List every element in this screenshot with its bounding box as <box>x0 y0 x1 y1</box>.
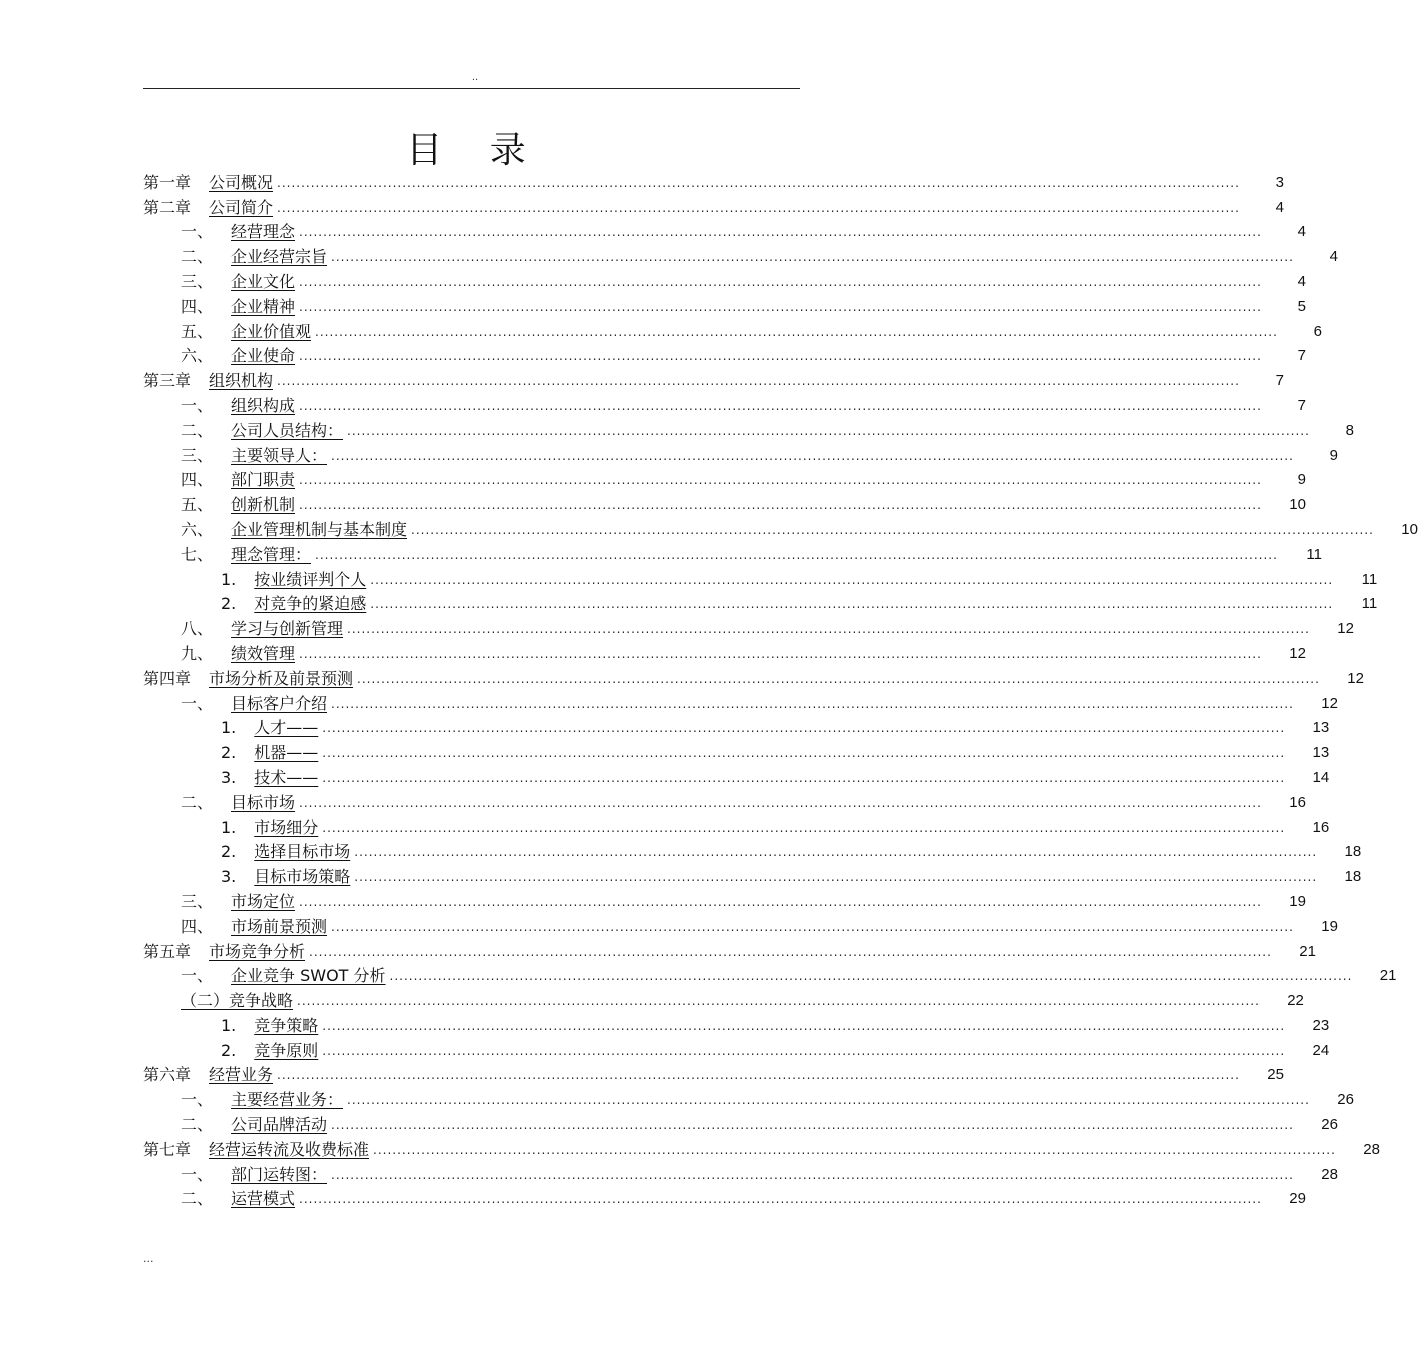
toc-page-number: 29 <box>1289 1190 1306 1208</box>
toc-leader-dots: ........................................................................................................................................................................................................ <box>299 498 1262 513</box>
toc-page-number: 24 <box>1312 1041 1330 1059</box>
toc-entry-text: 学习与创新管理 <box>231 619 344 639</box>
toc-entry-label[interactable] <box>221 818 322 838</box>
toc-entry-number: 一、 <box>181 395 214 415</box>
toc-entry-text: 主要领导人： <box>231 445 328 465</box>
toc-page-number: 4 <box>1275 198 1284 216</box>
toc-entry-label[interactable] <box>181 1115 331 1135</box>
toc-entry-text: 运营模式 <box>231 1189 296 1209</box>
toc-leader-dots: ........................................................................................................................................................................................................ <box>331 448 1294 463</box>
toc-entry-number: 2. <box>221 1040 237 1060</box>
toc-entry-label[interactable] <box>181 619 347 639</box>
toc-entry-number: 二、 <box>181 1115 214 1135</box>
toc-leader-dots: ........................................................................................................................................................................................................ <box>331 696 1294 711</box>
toc-entry[interactable] <box>143 515 1418 540</box>
toc-entry-number: 第五章 <box>143 941 192 961</box>
toc-entry-text: 公司人员结构： <box>231 420 344 440</box>
toc-entry-number: 二、 <box>181 792 214 812</box>
toc-entry-label[interactable] <box>181 917 331 937</box>
toc-entry[interactable] <box>143 416 1354 441</box>
toc-entry-text: 绩效管理 <box>231 643 296 663</box>
toc-page-number: 3 <box>1275 173 1284 191</box>
toc-entry[interactable] <box>143 466 1306 491</box>
toc-entry-text: 公司简介 <box>209 197 274 217</box>
toc-entry-number: 三、 <box>181 445 214 465</box>
toc-entry[interactable] <box>143 1061 1284 1086</box>
toc-entry-number: 四、 <box>181 470 214 490</box>
toc-entry-number: 三、 <box>181 891 214 911</box>
toc-leader-dots: ........................................................................................................................................................................................................ <box>277 1068 1240 1083</box>
toc-entry-text: 目标市场 <box>231 792 296 812</box>
toc-leader-dots: ........................................................................................................................................................................................................ <box>411 522 1374 537</box>
toc-page-number: 16 <box>1312 818 1330 836</box>
toc-entry-label[interactable] <box>221 768 322 788</box>
toc-entry-number: 三、 <box>181 271 214 291</box>
toc-entry-label[interactable] <box>181 470 299 490</box>
toc-entry[interactable] <box>143 267 1306 292</box>
toc-entry-text: 人才—— <box>254 718 319 738</box>
toc-entry[interactable] <box>143 887 1306 912</box>
toc-entry[interactable] <box>143 540 1322 565</box>
toc-entry[interactable] <box>143 1011 1330 1036</box>
toc-page-number: 7 <box>1297 396 1306 414</box>
toc-entry-text: 市场定位 <box>231 891 296 911</box>
toc-entry[interactable] <box>143 242 1338 267</box>
toc-entry-text: 机器—— <box>254 743 319 763</box>
toc-page-number: 4 <box>1297 272 1306 290</box>
toc-leader-dots: ........................................................................................................................................................................................................ <box>315 324 1278 339</box>
toc-entry-text: 企业文化 <box>231 271 296 291</box>
toc-entry-label[interactable] <box>181 520 411 540</box>
toc-entry-text: 企业使命 <box>231 346 296 366</box>
toc-entry-number: 二、 <box>181 420 214 440</box>
toc-page-number: 13 <box>1312 744 1330 762</box>
toc-leader-dots: ........................................................................................................................................................................................................ <box>322 746 1286 761</box>
toc-page-number: 4 <box>1297 223 1306 241</box>
toc-entry[interactable] <box>143 986 1304 1011</box>
toc-page-number: 26 <box>1321 1116 1338 1134</box>
toc-entry[interactable] <box>143 738 1330 763</box>
toc-entry-number: 1. <box>221 1015 237 1035</box>
toc-page-number: 11 <box>1361 570 1378 588</box>
toc-entry[interactable] <box>143 366 1284 391</box>
toc-entry-text: （二）竞争战略 <box>181 991 294 1011</box>
toc-page-number: 21 <box>1379 967 1397 985</box>
toc-page-number: 19 <box>1289 892 1306 910</box>
toc-entry-number: 第七章 <box>143 1139 192 1159</box>
toc-leader-dots: ........................................................................................................................................................................................................ <box>331 919 1294 934</box>
toc-entry-text: 组织机构 <box>209 371 274 391</box>
footer-dots: ... <box>143 1252 154 1265</box>
toc-page-number: 13 <box>1312 719 1330 737</box>
toc-leader-dots: ........................................................................................................................................................................................................ <box>277 374 1240 389</box>
toc-entry-number: 2. <box>221 594 237 614</box>
toc-entry[interactable] <box>143 937 1316 962</box>
toc-entry-text: 选择目标市场 <box>254 842 351 862</box>
toc-entry[interactable] <box>143 1110 1338 1135</box>
toc-entry-number: 一、 <box>181 1164 214 1184</box>
toc-entry-text: 按业绩评判个人 <box>254 569 367 589</box>
toc-entry-label[interactable] <box>221 1041 322 1061</box>
toc-entry-number: 第三章 <box>143 371 192 391</box>
toc-page-number: 6 <box>1313 322 1322 340</box>
toc-entry-number: 六、 <box>181 346 214 366</box>
toc-entry-label[interactable] <box>181 396 299 416</box>
toc-page-number: 23 <box>1312 1016 1330 1034</box>
toc-entry-text: 公司概况 <box>209 172 274 192</box>
toc-leader-dots: ........................................................................................................................................................................................................ <box>373 1142 1336 1157</box>
toc-leader-dots: ........................................................................................................................................................................................................ <box>309 944 1272 959</box>
toc-entry-number: 一、 <box>181 1090 214 1110</box>
toc-entry-label[interactable] <box>181 644 299 664</box>
toc-leader-dots: ........................................................................................................................................................................................................ <box>299 1192 1262 1207</box>
toc-page-number: 18 <box>1344 868 1362 886</box>
toc-page-number: 7 <box>1297 347 1306 365</box>
toc-entry-text: 经营业务 <box>209 1065 274 1085</box>
toc-entry-number: 1. <box>221 569 237 589</box>
toc-entry-label[interactable] <box>221 718 322 738</box>
toc-entry-text: 经营理念 <box>231 222 296 242</box>
toc-leader-dots: ........................................................................................................................................................................................................ <box>322 770 1286 785</box>
table-of-contents <box>143 168 1418 1209</box>
toc-entry[interactable] <box>143 1036 1330 1061</box>
toc-leader-dots: ........................................................................................................................................................................................................ <box>299 225 1262 240</box>
toc-entry-text: 企业价值观 <box>231 321 312 341</box>
toc-entry-number: 六、 <box>181 519 214 539</box>
toc-page-number: 14 <box>1312 768 1330 786</box>
toc-entry-label[interactable] <box>143 942 309 962</box>
toc-entry-number: 二、 <box>181 247 214 267</box>
toc-leader-dots: ........................................................................................................................................................................................................ <box>299 274 1262 289</box>
toc-entry-label[interactable] <box>181 346 299 366</box>
toc-entry-label[interactable] <box>181 1090 347 1110</box>
toc-page-number: 18 <box>1344 843 1362 861</box>
toc-entry-label[interactable] <box>143 198 277 218</box>
toc-entry-text: 企业精神 <box>231 296 296 316</box>
toc-page-number: 9 <box>1329 446 1338 464</box>
header-rule <box>143 88 800 89</box>
toc-page-number: 12 <box>1321 694 1338 712</box>
toc-entry-text: 公司品牌活动 <box>231 1115 328 1135</box>
toc-leader-dots: ........................................................................................................................................................................................................ <box>299 398 1262 413</box>
toc-entry-label[interactable] <box>221 1016 322 1036</box>
toc-page-number: 22 <box>1287 992 1304 1010</box>
toc-entry[interactable] <box>143 962 1397 987</box>
toc-page-number: 16 <box>1289 793 1306 811</box>
toc-entry[interactable] <box>143 490 1306 515</box>
toc-leader-dots: ........................................................................................................................................................................................................ <box>299 473 1262 488</box>
toc-entry-text: 部门运转图： <box>231 1164 328 1184</box>
toc-entry-label[interactable] <box>181 247 331 267</box>
toc-page-number: 11 <box>1306 545 1322 563</box>
toc-leader-dots: ........................................................................................................................................................................................................ <box>331 1167 1294 1182</box>
toc-page-number: 10 <box>1401 520 1418 538</box>
toc-leader-dots: ........................................................................................................................................................................................................ <box>299 795 1262 810</box>
toc-entry-label[interactable] <box>181 1189 299 1209</box>
toc-page-number: 26 <box>1337 1091 1354 1109</box>
toc-entry-number: 一、 <box>181 693 214 713</box>
toc-leader-dots: ........................................................................................................................................................................................................ <box>322 820 1286 835</box>
toc-entry-label[interactable] <box>143 1140 373 1160</box>
toc-leader-dots: ........................................................................................................................................................................................................ <box>322 1018 1286 1033</box>
toc-entry-text: 主要经营业务： <box>231 1090 344 1110</box>
toc-entry-number: 2. <box>221 743 237 763</box>
toc-entry-text: 创新机制 <box>231 495 296 515</box>
toc-leader-dots: ........................................................................................................................................................................................................ <box>322 1043 1286 1058</box>
toc-entry-text: 部门职责 <box>231 470 296 490</box>
toc-entry[interactable] <box>143 391 1306 416</box>
toc-entry-number: 1. <box>221 718 237 738</box>
toc-entry-number: 第一章 <box>143 172 192 192</box>
toc-page-number: 9 <box>1297 471 1306 489</box>
toc-entry[interactable] <box>143 714 1330 739</box>
toc-entry[interactable] <box>143 614 1354 639</box>
toc-entry-label[interactable] <box>181 991 297 1011</box>
toc-entry[interactable] <box>143 912 1338 937</box>
toc-entry[interactable] <box>143 862 1362 887</box>
toc-entry-label[interactable] <box>181 495 299 515</box>
toc-entry-text: 经营运转流及收费标准 <box>209 1139 370 1159</box>
toc-entry-text: 对竞争的紧迫感 <box>254 594 367 614</box>
toc-entry-label[interactable] <box>181 446 331 466</box>
toc-leader-dots: ........................................................................................................................................................................................................ <box>347 423 1310 438</box>
toc-entry-label[interactable] <box>181 297 299 317</box>
toc-entry-text: 企业经营宗旨 <box>231 247 328 267</box>
toc-leader-dots: ........................................................................................................................................................................................................ <box>299 299 1262 314</box>
toc-entry-text: 竞争原则 <box>254 1040 319 1060</box>
toc-leader-dots: ........................................................................................................................................................................................................ <box>277 175 1240 190</box>
toc-page-number: 25 <box>1267 1066 1284 1084</box>
toc-leader-dots: ........................................................................................................................................................................................................ <box>299 349 1262 364</box>
toc-entry[interactable] <box>143 193 1284 218</box>
toc-entry-label[interactable] <box>181 322 315 342</box>
toc-page-number: 5 <box>1297 297 1306 315</box>
toc-entry[interactable] <box>143 689 1338 714</box>
toc-leader-dots: ........................................................................................................................................................................................................ <box>322 721 1286 736</box>
toc-entry[interactable] <box>143 813 1330 838</box>
toc-entry-number: 第六章 <box>143 1065 192 1085</box>
toc-entry-number: 八、 <box>181 619 214 639</box>
toc-entry-text: 理念管理： <box>231 544 312 564</box>
toc-leader-dots: ........................................................................................................................................................................................................ <box>331 1118 1294 1133</box>
toc-page-number: 19 <box>1321 917 1338 935</box>
toc-entry[interactable] <box>143 664 1364 689</box>
toc-page-number: 7 <box>1275 372 1284 390</box>
toc-entry-label[interactable] <box>181 966 390 986</box>
toc-entry-number: 一、 <box>181 966 214 986</box>
toc-leader-dots: ........................................................................................................................................................................................................ <box>354 845 1318 860</box>
toc-leader-dots: ........................................................................................................................................................................................................ <box>299 646 1262 661</box>
toc-entry-label[interactable] <box>181 545 315 565</box>
toc-entry-label[interactable] <box>221 842 354 862</box>
toc-page-number: 12 <box>1347 669 1364 687</box>
toc-page-number: 28 <box>1321 1165 1338 1183</box>
toc-leader-dots: ........................................................................................................................................................................................................ <box>357 671 1320 686</box>
toc-entry-number: 四、 <box>181 296 214 316</box>
toc-page-number: 12 <box>1289 644 1306 662</box>
toc-page-number: 10 <box>1289 496 1306 514</box>
toc-entry-label[interactable] <box>221 594 370 614</box>
toc-entry-number: 七、 <box>181 544 214 564</box>
toc-entry-number: 第二章 <box>143 197 192 217</box>
toc-entry[interactable] <box>143 1185 1306 1210</box>
toc-leader-dots: ........................................................................................................................................................................................................ <box>347 622 1310 637</box>
toc-entry-label[interactable] <box>181 793 299 813</box>
toc-entry-text: 市场前景预测 <box>231 916 328 936</box>
toc-entry-number: 五、 <box>181 495 214 515</box>
toc-entry[interactable] <box>143 1160 1338 1185</box>
toc-entry-text: 组织构成 <box>231 395 296 415</box>
toc-entry[interactable] <box>143 292 1306 317</box>
toc-entry-number: 第四章 <box>143 668 192 688</box>
toc-entry-label[interactable] <box>181 892 299 912</box>
toc-entry-label[interactable] <box>143 173 277 193</box>
toc-entry-label[interactable] <box>181 421 347 441</box>
toc-entry-text: 市场分析及前景预测 <box>209 668 354 688</box>
toc-entry[interactable] <box>143 1135 1380 1160</box>
toc-entry[interactable] <box>143 441 1338 466</box>
toc-entry-number: 3. <box>221 767 237 787</box>
toc-leader-dots: ........................................................................................................................................................................................................ <box>299 894 1262 909</box>
toc-entry-number: 3. <box>221 867 237 887</box>
toc-leader-dots: ........................................................................................................................................................................................................ <box>389 969 1353 984</box>
toc-leader-dots: ........................................................................................................................................................................................................ <box>370 572 1334 587</box>
toc-page-number: 8 <box>1345 421 1354 439</box>
toc-entry-label[interactable] <box>221 570 370 590</box>
toc-entry-label[interactable] <box>221 743 322 763</box>
page-title: 目 录 <box>406 130 544 171</box>
toc-entry[interactable] <box>143 788 1306 813</box>
toc-entry-text: 目标市场策略 <box>254 867 351 887</box>
toc-page-number: 4 <box>1329 248 1338 266</box>
toc-entry-label[interactable] <box>181 272 299 292</box>
toc-leader-dots: ........................................................................................................................................................................................................ <box>331 250 1294 265</box>
toc-entry[interactable] <box>143 317 1322 342</box>
toc-leader-dots: ........................................................................................................................................................................................................ <box>370 597 1334 612</box>
toc-leader-dots: ........................................................................................................................................................................................................ <box>347 1093 1310 1108</box>
toc-entry[interactable] <box>143 838 1362 863</box>
toc-entry-label[interactable] <box>221 867 354 887</box>
toc-leader-dots: ........................................................................................................................................................................................................ <box>277 200 1240 215</box>
toc-page-number: 11 <box>1361 595 1378 613</box>
toc-entry-number: 1. <box>221 817 237 837</box>
toc-entry[interactable] <box>143 763 1330 788</box>
toc-entry[interactable] <box>143 168 1284 193</box>
toc-entry-text: 技术—— <box>254 767 319 787</box>
toc-leader-dots: ........................................................................................................................................................................................................ <box>297 994 1260 1009</box>
toc-entry-text: 企业管理机制与基本制度 <box>231 519 408 539</box>
toc-page-number: 28 <box>1363 1140 1380 1158</box>
toc-entry-text: 市场竞争分析 <box>209 941 306 961</box>
toc-entry-label[interactable] <box>181 222 299 242</box>
toc-page-number: 21 <box>1299 942 1316 960</box>
toc-entry[interactable] <box>143 590 1378 615</box>
toc-entry-number: 四、 <box>181 916 214 936</box>
toc-entry-label[interactable] <box>143 371 277 391</box>
toc-entry-label[interactable] <box>143 669 357 689</box>
toc-entry-number: 2. <box>221 842 237 862</box>
toc-entry[interactable] <box>143 218 1306 243</box>
toc-entry-text: 市场细分 <box>254 817 319 837</box>
toc-entry-text: 目标客户介绍 <box>231 693 328 713</box>
toc-entry-label[interactable] <box>143 1065 277 1085</box>
header-dots: .. <box>471 72 479 83</box>
toc-entry-text: 竞争策略 <box>254 1015 319 1035</box>
toc-entry-text: 企业竞争 SWOT 分析 <box>231 966 386 986</box>
toc-entry[interactable] <box>143 1085 1354 1110</box>
toc-leader-dots: ........................................................................................................................................................................................................ <box>315 547 1278 562</box>
toc-entry-number: 二、 <box>181 1189 214 1209</box>
toc-entry[interactable] <box>143 565 1378 590</box>
toc-entry-label[interactable] <box>181 694 331 714</box>
toc-entry-label[interactable] <box>181 1165 331 1185</box>
toc-entry-number: 五、 <box>181 321 214 341</box>
toc-leader-dots: ........................................................................................................................................................................................................ <box>354 870 1318 885</box>
toc-page-number: 12 <box>1337 620 1354 638</box>
toc-entry[interactable] <box>143 342 1306 367</box>
toc-entry[interactable] <box>143 639 1306 664</box>
toc-entry-number: 一、 <box>181 222 214 242</box>
toc-entry-number: 九、 <box>181 643 214 663</box>
